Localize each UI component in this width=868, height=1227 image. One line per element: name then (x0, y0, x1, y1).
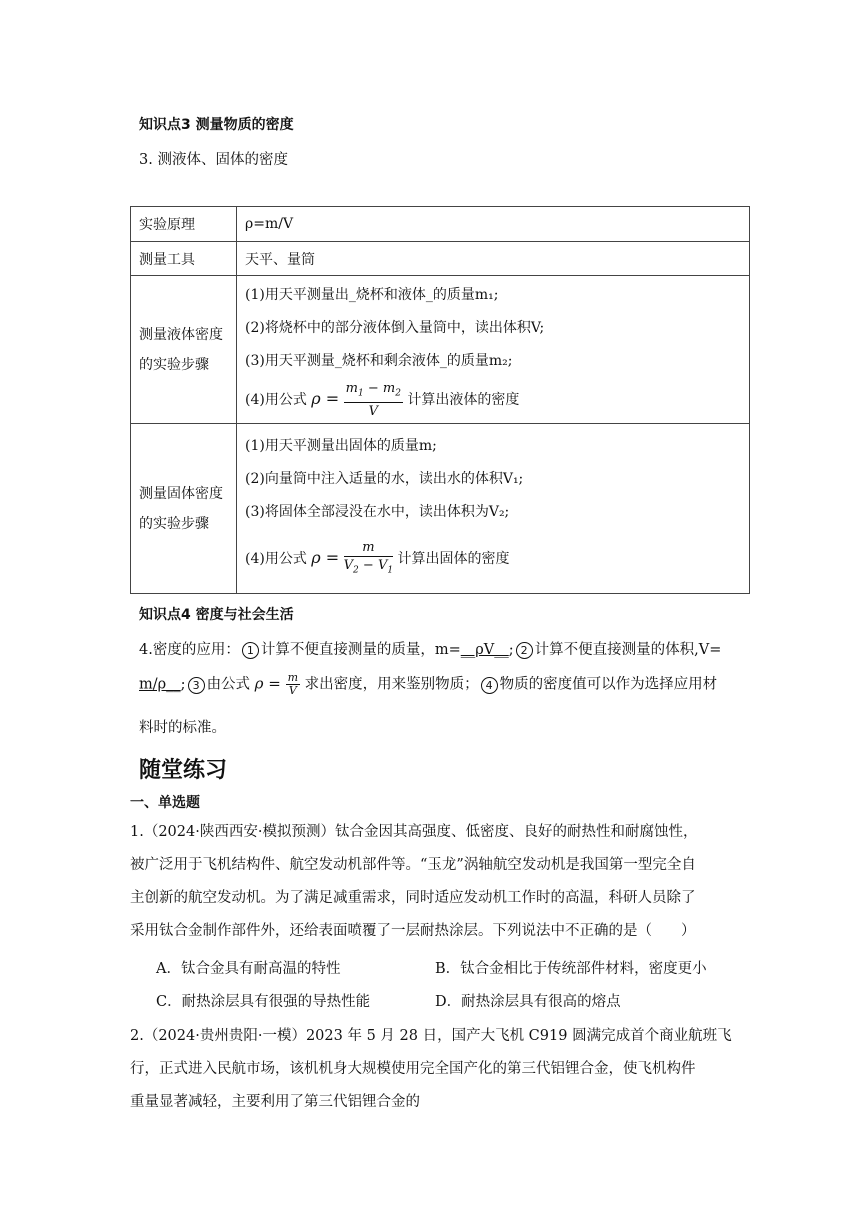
section-heading: 一、单选题 (130, 795, 200, 811)
q2-line: 2.（2024·贵州贵阳·一模）2023 年 5 月 28 日，国产大飞机 C919 圆满完成首个商业航班飞 (130, 1028, 732, 1044)
solid-density-formula: ρ = (311, 548, 340, 567)
q2-line: 行，正式进入民航市场，该机机身大规模使用完全国产化的第三代铝锂合金，使飞机构件 (130, 1061, 696, 1077)
table-row (131, 242, 750, 276)
table-row (131, 424, 750, 594)
liquid-step-4: (4)用公式 ρ = $\frac{m_1 - m_2}{V}$ 计算出液体的密度 (245, 380, 520, 420)
row-label: 实验原理 (131, 207, 237, 242)
practice-title: 随堂练习 (139, 758, 228, 783)
row-value: ρ=m/V (237, 207, 750, 242)
q1-line: 1.（2024·陕西西安·模拟预测）钛合金因其高强度、低密度、良好的耐热性和耐腐蚀性， (130, 824, 698, 840)
row-label: 测量固体密度的实验步骤 (131, 424, 237, 594)
solid-step-3: (3)将固体全部浸没在水中，读出体积为V₂; (245, 504, 510, 520)
liquid-step-1: (1)用天平测量出_烧杯和液体_的质量m₁; (245, 287, 499, 303)
liquid-density-formula: ρ = (311, 389, 340, 408)
circled-number: 2 (516, 642, 533, 659)
circled-number: 3 (188, 677, 205, 694)
formula-fraction: $\frac{m}{V_2 - V_1}$ (343, 539, 394, 576)
kp3-title: 知识点3 测量物质的密度 (139, 117, 294, 133)
table-row (131, 276, 750, 424)
kp4-line-3: 料时的标准。 (139, 720, 226, 736)
row-label: 测量液体密度的实验步骤 (131, 276, 237, 424)
q1-option-a[interactable]: A．钛合金具有耐高温的特性 (156, 961, 341, 977)
liquid-step-2: (2)将烧杯中的部分液体倒入量筒中，读出体积V; (245, 320, 545, 336)
kp4-title: 知识点4 密度与社会生活 (139, 607, 294, 623)
liquid-step-3: (3)用天平测量_烧杯和剩余液体_的质量m₂; (245, 353, 513, 369)
solid-step-2: (2)向量筒中注入适量的水，读出水的体积V₁; (245, 471, 524, 487)
q2-line: 重量显著减轻，主要利用了第三代铝锂合金的 (130, 1094, 420, 1110)
kp3-subtitle: 3. 测液体、固体的密度 (139, 152, 288, 168)
circled-number: 1 (242, 642, 259, 659)
table-row (131, 207, 750, 242)
q1-line: 主创新的航空发动机。为了满足减重需求，同时适应发动机工作时的高温，科研人员除了 (130, 890, 696, 906)
solid-step-1: (1)用天平测量出固体的质量m; (245, 438, 437, 454)
row-value: 天平、量筒 (237, 242, 750, 276)
formula-fraction: $\frac{m}{V}$ (287, 671, 299, 697)
q1-option-b[interactable]: B．钛合金相比于传统部件材料，密度更小 (435, 961, 707, 977)
q1-line: 被广泛用于飞机结构件、航空发动机部件等。“玉龙”涡轴航空发动机是我国第一型完全自 (130, 857, 696, 873)
answer-blank: __ρV__ (460, 642, 509, 658)
formula-fraction: $\frac{m_1 - m_2}{V}$ (345, 380, 401, 420)
q1-line: 采用钛合金制作部件外，还给表面喷覆了一层耐热涂层。下列说法中不正确的是（ ） (130, 923, 696, 939)
solid-step-4: (4)用公式 ρ = $\frac{m}{V_2 - V_1}$ 计算出固体的密度 (245, 529, 741, 587)
kp4-line-2: m/ρ__; 3 由公式 ρ = $\frac{m}{V}$ 求出密度，用来鉴别物质； 4 物质的密度值可以作为选择应用材 (139, 671, 718, 697)
density-table (130, 206, 750, 594)
q1-option-c[interactable]: C．耐热涂层具有很强的导热性能 (156, 994, 371, 1010)
density-formula-inline: ρ = (254, 674, 286, 693)
row-label: 测量工具 (131, 242, 237, 276)
q1-option-d[interactable]: D．耐热涂层具有很高的熔点 (435, 994, 621, 1010)
kp4-line-1: 4.密度的应用： 1 计算不便直接测量的质量，m=__ρV__; 2 计算不便直接测量的体积,V= (139, 642, 722, 658)
answer-blank: m/ρ__ (139, 676, 181, 693)
circled-number: 4 (481, 677, 498, 694)
